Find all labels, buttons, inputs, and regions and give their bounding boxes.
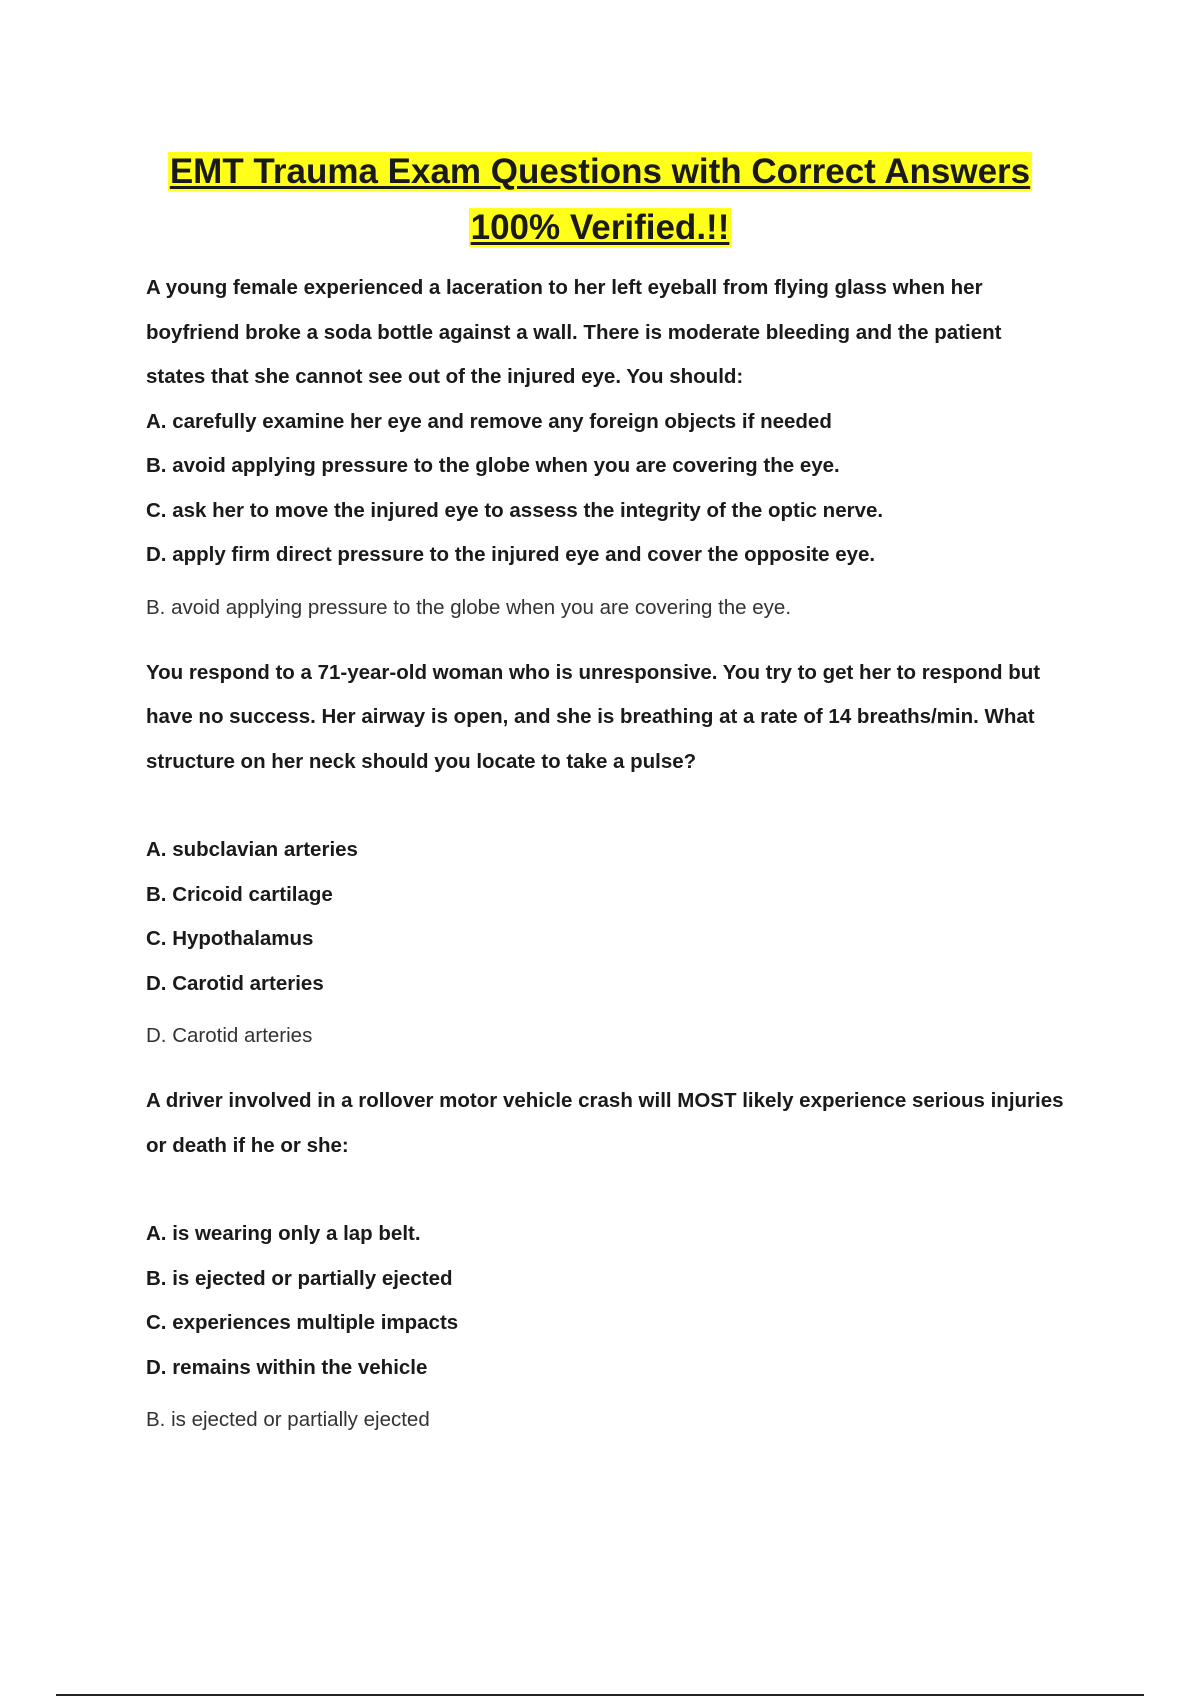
option-a: A. carefully examine her eye and remove any foreign objects if needed xyxy=(146,409,832,433)
correct-answer: B. avoid applying pressure to the globe when you are covering the eye. xyxy=(146,595,792,619)
question-stem-line: states that she cannot see out of the injured eye. You should: xyxy=(146,365,744,388)
question-stem-line: A young female experienced a laceration to her left eyeball from flying glass when her xyxy=(146,276,983,299)
spacer xyxy=(146,621,1096,651)
question-list xyxy=(146,266,1096,1433)
option-d: D. apply firm direct pressure to the injured eye and cover the opposite eye. xyxy=(146,543,876,566)
question-stem-line: have no success. Her airway is open, and she is breathing at a rate of 14 breaths/min. What xyxy=(146,705,1035,728)
option-c: C. ask her to move the injured eye to assess the integrity of the optic nerve. xyxy=(146,498,884,522)
question-stem-line: You respond to a 71-year-old woman who is unresponsive. You try to get her to respond but xyxy=(146,660,1041,684)
option-b: B. Cricoid cartilage xyxy=(146,882,333,906)
option-b: B. is ejected or partially ejected xyxy=(146,1266,453,1290)
option-a: A. subclavian arteries xyxy=(146,838,358,861)
question-stem-line: structure on her neck should you locate to take a pulse? xyxy=(146,749,697,773)
document-title xyxy=(100,144,1100,256)
question-1 xyxy=(146,266,1096,621)
option-a: A. is wearing only a lap belt. xyxy=(146,1222,421,1245)
spacer xyxy=(146,784,1096,828)
question-stem-line: A driver involved in a rollover motor vehicle crash will MOST likely experience serious injuries xyxy=(146,1089,1064,1112)
question-3 xyxy=(146,1079,1096,1433)
option-c: C. experiences multiple impacts xyxy=(146,1311,459,1334)
title-line-1: EMT Trauma Exam Questions with Correct Answers xyxy=(169,152,1031,191)
option-c: C. Hypothalamus xyxy=(146,927,314,950)
option-b: B. avoid applying pressure to the globe when you are covering the eye. xyxy=(146,454,840,477)
title-line-2: 100% Verified.!! xyxy=(470,208,730,247)
correct-answer: D. Carotid arteries xyxy=(146,1024,313,1047)
option-d: D. Carotid arteries xyxy=(146,971,324,995)
question-2 xyxy=(146,651,1096,1050)
question-stem-line: boyfriend broke a soda bottle against a wall. There is moderate bleeding and the patient xyxy=(146,320,1002,344)
spacer xyxy=(146,1168,1096,1212)
correct-answer: B. is ejected or partially ejected xyxy=(146,1408,430,1431)
question-stem-line: or death if he or she: xyxy=(146,1133,349,1157)
footer-divider xyxy=(56,1694,1144,1696)
option-d: D. remains within the vehicle xyxy=(146,1355,428,1379)
spacer xyxy=(146,1049,1096,1079)
